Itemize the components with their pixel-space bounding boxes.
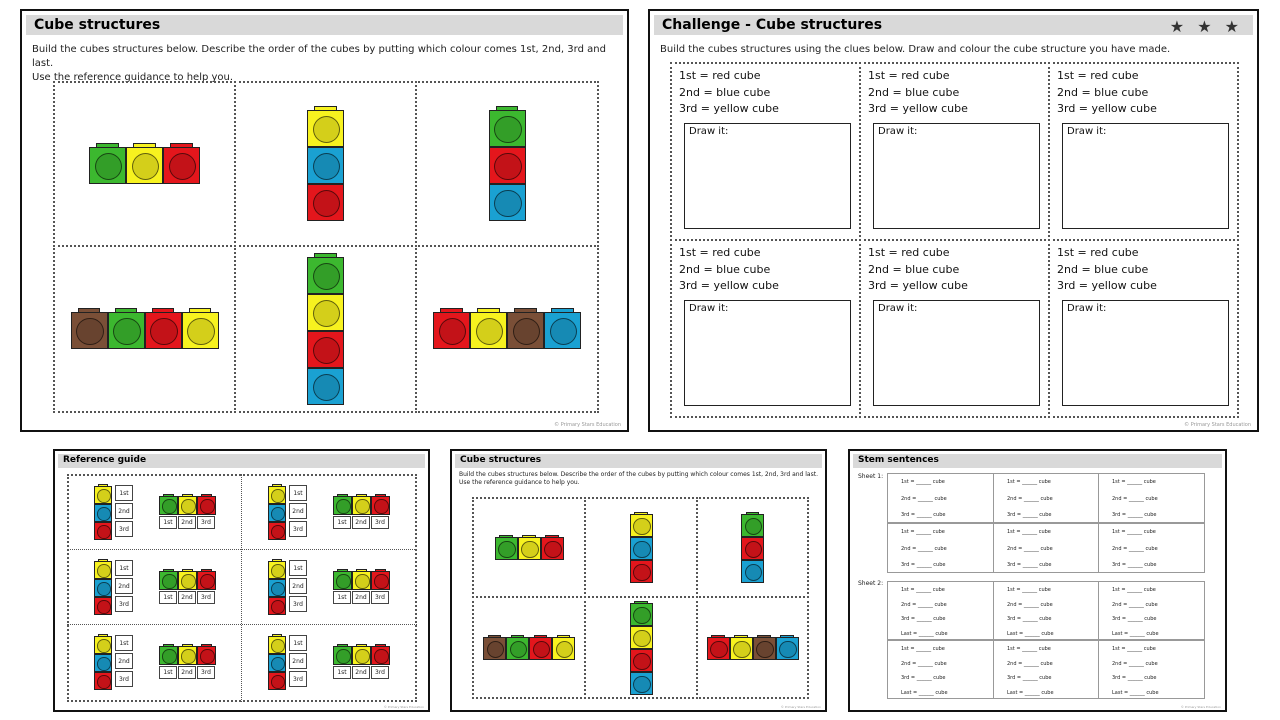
stem-sentence: 3rd = ______ cube — [1007, 512, 1052, 518]
red-cube — [197, 496, 216, 515]
clue-line: 3rd = yellow cube — [868, 102, 968, 115]
red-cube — [741, 537, 764, 560]
clue-line: 1st = red cube — [679, 69, 761, 82]
copyright-footer: © Primary Stars Education — [383, 705, 424, 709]
copyright-footer: © Primary Stars Education — [780, 705, 821, 709]
clue-line: 1st = red cube — [1057, 69, 1139, 82]
stem-sentence: 3rd = ______ cube — [1112, 616, 1157, 622]
stem-divider — [1098, 473, 1099, 523]
draw-area[interactable] — [873, 123, 1040, 229]
clue-line: 3rd = yellow cube — [868, 279, 968, 292]
reference-guide-title: Reference guide — [58, 454, 425, 468]
red-cube — [371, 571, 390, 590]
stem-sentences-title: Stem sentences — [853, 454, 1222, 468]
blue-cube — [630, 672, 653, 695]
instruction-line-2: Use the reference guidance to help you. — [32, 72, 234, 83]
draw-label: Draw it: — [878, 126, 918, 137]
red-cube — [197, 571, 216, 590]
clue-line: 1st = red cube — [868, 246, 950, 259]
ordinal-label: 3rd — [289, 521, 307, 537]
brown-cube — [507, 312, 544, 349]
ordinal-label: 1st — [115, 635, 133, 651]
stem-sentence: 1st = ______ cube — [1007, 587, 1051, 593]
yellow-cube — [94, 486, 112, 504]
red-cube — [307, 331, 344, 368]
challenge-panel — [648, 9, 1259, 432]
clue-line: 2nd = blue cube — [1057, 262, 1149, 276]
stem-sentence: Last = ______ cube — [901, 630, 948, 637]
ordinal-label: 1st — [289, 635, 307, 651]
blue-cube — [307, 147, 344, 184]
cube-structures-mini-panel — [450, 449, 827, 712]
instruction-line-1: Build the cubes structures below. Describe the order of the cubes by putting which colour comes 1st, 2nd, 3rd and last. — [32, 44, 606, 69]
red-cube — [94, 672, 112, 690]
blue-cube — [489, 184, 526, 221]
ordinal-label: 2nd — [178, 666, 196, 679]
stem-divider — [993, 473, 994, 523]
yellow-cube — [552, 637, 575, 660]
green-cube — [307, 257, 344, 294]
green-cube — [489, 110, 526, 147]
copyright-footer: © Primary Stars Education — [1180, 705, 1221, 709]
copyright-footer: © Primary Stars Education — [554, 422, 621, 428]
ordinal-label: 1st — [159, 591, 177, 604]
blue-cube — [94, 504, 112, 522]
yellow-cube — [307, 294, 344, 331]
green-cube — [630, 603, 653, 626]
red-cube — [541, 537, 564, 560]
stem-divider — [993, 523, 994, 573]
green-cube — [333, 571, 352, 590]
green-cube — [108, 312, 145, 349]
red-cube — [163, 147, 200, 184]
clue-line: 2nd = blue cube — [679, 85, 771, 99]
clue-line: 2nd = blue cube — [679, 262, 771, 276]
yellow-cube — [307, 110, 344, 147]
stem-sentence: 1st = ______ cube — [1007, 479, 1051, 485]
ordinal-label: 2nd — [178, 516, 196, 529]
challenge-instruction: Build the cubes structures using the clues below. Draw and colour the cube structure you have made. — [660, 44, 1171, 55]
ordinal-label: 1st — [289, 485, 307, 501]
stem-divider — [993, 581, 994, 640]
red-cube — [94, 597, 112, 615]
red-cube — [489, 147, 526, 184]
red-cube — [268, 522, 286, 540]
green-cube — [159, 646, 178, 665]
stem-sentence: 2nd = ______ cube — [901, 601, 947, 608]
clue-list — [679, 68, 779, 118]
ordinal-label: 1st — [333, 666, 351, 679]
stem-sentence: Last = ______ cube — [1007, 630, 1054, 637]
clue-line: 1st = red cube — [868, 69, 950, 82]
stem-sentences-panel — [848, 449, 1227, 712]
instruction-line-2: Use the reference guidance to help you. — [459, 479, 580, 487]
stem-sentence: 2nd = ______ cube — [1007, 660, 1053, 667]
ordinal-label: 2nd — [352, 516, 370, 529]
sheet-1-label: Sheet 1: — [858, 473, 884, 480]
ordinal-label: 1st — [115, 560, 133, 576]
green-cube — [333, 496, 352, 515]
green-cube — [506, 637, 529, 660]
blue-cube — [94, 579, 112, 597]
challenge-title: Challenge - Cube structures — [662, 17, 883, 33]
stem-sentence: 2nd = ______ cube — [1112, 545, 1158, 552]
red-cube — [307, 184, 344, 221]
ordinal-label: 3rd — [197, 591, 215, 604]
clue-line: 3rd = yellow cube — [1057, 279, 1157, 292]
ordinal-label: 3rd — [289, 671, 307, 687]
yellow-cube — [178, 496, 197, 515]
clue-line: 3rd = yellow cube — [1057, 102, 1157, 115]
yellow-cube — [94, 561, 112, 579]
ordinal-label: 1st — [289, 560, 307, 576]
green-cube — [333, 646, 352, 665]
stem-sentence: 1st = ______ cube — [1112, 646, 1156, 652]
ordinal-label: 1st — [159, 516, 177, 529]
ordinal-label: 1st — [333, 516, 351, 529]
ordinal-label: 2nd — [289, 653, 307, 669]
clue-line: 3rd = yellow cube — [679, 279, 779, 292]
reference-divider-horizontal — [67, 549, 417, 550]
ordinal-label: 2nd — [178, 591, 196, 604]
draw-area[interactable] — [684, 123, 851, 229]
sheet-2-label: Sheet 2: — [858, 580, 884, 587]
yellow-cube — [268, 486, 286, 504]
brown-cube — [753, 637, 776, 660]
red-cube — [268, 672, 286, 690]
clue-list — [1057, 245, 1157, 295]
ordinal-label: 2nd — [115, 653, 133, 669]
stem-sentence: 3rd = ______ cube — [1007, 675, 1052, 681]
blue-cube — [268, 579, 286, 597]
stem-sentence: 1st = ______ cube — [1112, 587, 1156, 593]
draw-area[interactable] — [1062, 123, 1229, 229]
yellow-cube — [178, 571, 197, 590]
yellow-cube — [94, 636, 112, 654]
yellow-cube — [630, 514, 653, 537]
stem-sentence: 1st = ______ cube — [1112, 529, 1156, 535]
draw-label: Draw it: — [689, 303, 729, 314]
clue-line: 1st = red cube — [679, 246, 761, 259]
stem-sentence: 3rd = ______ cube — [1112, 512, 1157, 518]
clue-line: 2nd = blue cube — [868, 262, 960, 276]
stem-sentence: 2nd = ______ cube — [901, 495, 947, 502]
yellow-cube — [352, 496, 371, 515]
stem-sentence: 2nd = ______ cube — [1112, 495, 1158, 502]
stem-sentence: 1st = ______ cube — [901, 587, 945, 593]
green-cube — [159, 496, 178, 515]
yellow-cube — [182, 312, 219, 349]
stem-sentence: 1st = ______ cube — [901, 479, 945, 485]
ordinal-label: 2nd — [352, 591, 370, 604]
cube-structures-mini-title: Cube structures — [455, 454, 822, 468]
stem-sentence: 2nd = ______ cube — [1112, 601, 1158, 608]
reference-guide-panel — [53, 449, 430, 712]
ordinal-label: 2nd — [115, 503, 133, 519]
ordinal-label: 3rd — [371, 666, 389, 679]
yellow-cube — [178, 646, 197, 665]
ordinal-label: 2nd — [115, 578, 133, 594]
blue-cube — [268, 654, 286, 672]
cube-structures-panel — [20, 9, 629, 432]
red-cube — [707, 637, 730, 660]
draw-area[interactable] — [1062, 300, 1229, 406]
ordinal-label: 1st — [159, 666, 177, 679]
red-cube — [197, 646, 216, 665]
red-cube — [630, 560, 653, 583]
blue-cube — [94, 654, 112, 672]
red-cube — [371, 646, 390, 665]
stem-sentence: 3rd = ______ cube — [901, 675, 946, 681]
yellow-cube — [470, 312, 507, 349]
ordinal-label: 3rd — [115, 671, 133, 687]
brown-cube — [71, 312, 108, 349]
draw-label: Draw it: — [878, 303, 918, 314]
red-cube — [630, 649, 653, 672]
yellow-cube — [352, 571, 371, 590]
ordinal-label: 3rd — [197, 516, 215, 529]
red-cube — [145, 312, 182, 349]
yellow-cube — [352, 646, 371, 665]
red-cube — [371, 496, 390, 515]
stem-sentence: 1st = ______ cube — [1007, 529, 1051, 535]
green-cube — [741, 514, 764, 537]
blue-cube — [307, 368, 344, 405]
stem-sentence: 2nd = ______ cube — [901, 660, 947, 667]
stem-sentence: 2nd = ______ cube — [1007, 545, 1053, 552]
stem-divider — [1098, 581, 1099, 640]
clue-list — [868, 245, 968, 295]
yellow-cube — [268, 561, 286, 579]
draw-label: Draw it: — [689, 126, 729, 137]
stem-sentence: 1st = ______ cube — [1112, 479, 1156, 485]
stem-sentence: 2nd = ______ cube — [901, 545, 947, 552]
ordinal-label: 3rd — [197, 666, 215, 679]
yellow-cube — [730, 637, 753, 660]
stem-sentence: 2nd = ______ cube — [1112, 660, 1158, 667]
blue-cube — [741, 560, 764, 583]
stem-divider — [993, 640, 994, 699]
blue-cube — [630, 537, 653, 560]
stem-divider — [1098, 640, 1099, 699]
stem-sentence: 3rd = ______ cube — [1007, 562, 1052, 568]
green-cube — [89, 147, 126, 184]
stem-sentence: 1st = ______ cube — [901, 529, 945, 535]
green-cube — [495, 537, 518, 560]
stem-sentence: Last = ______ cube — [1007, 689, 1054, 696]
clue-line: 2nd = blue cube — [1057, 85, 1149, 99]
blue-cube — [544, 312, 581, 349]
clue-list — [1057, 68, 1157, 118]
clue-line: 2nd = blue cube — [868, 85, 960, 99]
ordinal-label: 3rd — [115, 521, 133, 537]
draw-area[interactable] — [873, 300, 1040, 406]
cube-structures-instruction — [32, 43, 617, 85]
reference-divider-horizontal — [67, 624, 417, 625]
stem-divider — [1098, 523, 1099, 573]
red-cube — [529, 637, 552, 660]
stem-sentence: 1st = ______ cube — [1007, 646, 1051, 652]
ordinal-label: 3rd — [115, 596, 133, 612]
yellow-cube — [630, 626, 653, 649]
reference-divider-vertical — [241, 474, 242, 702]
red-cube — [433, 312, 470, 349]
stem-sentence: Last = ______ cube — [1112, 630, 1159, 637]
challenge-title-bar — [654, 15, 1253, 35]
ordinal-label: 3rd — [289, 596, 307, 612]
stem-sentence: 3rd = ______ cube — [1112, 562, 1157, 568]
clue-list — [679, 245, 779, 295]
ordinal-label: 2nd — [352, 666, 370, 679]
copyright-footer: © Primary Stars Education — [1184, 422, 1251, 428]
ordinal-label: 3rd — [371, 516, 389, 529]
stem-sentence: Last = ______ cube — [1112, 689, 1159, 696]
stem-sentence: 3rd = ______ cube — [901, 512, 946, 518]
draw-area[interactable] — [684, 300, 851, 406]
stem-sentence: Last = ______ cube — [901, 689, 948, 696]
blue-cube — [268, 504, 286, 522]
instruction-line-1: Build the cubes structures below. Describe the order of the cubes by putting which colour comes 1st, 2nd, 3rd and last. — [459, 471, 818, 478]
stem-sentence: 3rd = ______ cube — [901, 616, 946, 622]
stem-sentence: 2nd = ______ cube — [1007, 495, 1053, 502]
cube-structures-title: Cube structures — [26, 15, 623, 35]
yellow-cube — [268, 636, 286, 654]
clue-list — [868, 68, 968, 118]
ordinal-label: 2nd — [289, 578, 307, 594]
clue-line: 1st = red cube — [1057, 246, 1139, 259]
stem-sentence: 3rd = ______ cube — [901, 562, 946, 568]
difficulty-stars-icon: ★ ★ ★ — [1169, 17, 1243, 36]
ordinal-label: 1st — [115, 485, 133, 501]
yellow-cube — [518, 537, 541, 560]
draw-label: Draw it: — [1067, 126, 1107, 137]
stem-sentence: 3rd = ______ cube — [1112, 675, 1157, 681]
ordinal-label: 3rd — [371, 591, 389, 604]
red-cube — [94, 522, 112, 540]
blue-cube — [776, 637, 799, 660]
ordinal-label: 2nd — [289, 503, 307, 519]
stem-sentence: 1st = ______ cube — [901, 646, 945, 652]
brown-cube — [483, 637, 506, 660]
stem-sentence: 3rd = ______ cube — [1007, 616, 1052, 622]
green-cube — [159, 571, 178, 590]
cube-structures-mini-instruction — [459, 471, 821, 488]
yellow-cube — [126, 147, 163, 184]
ordinal-label: 1st — [333, 591, 351, 604]
draw-label: Draw it: — [1067, 303, 1107, 314]
red-cube — [268, 597, 286, 615]
stem-sentence: 2nd = ______ cube — [1007, 601, 1053, 608]
clue-line: 3rd = yellow cube — [679, 102, 779, 115]
